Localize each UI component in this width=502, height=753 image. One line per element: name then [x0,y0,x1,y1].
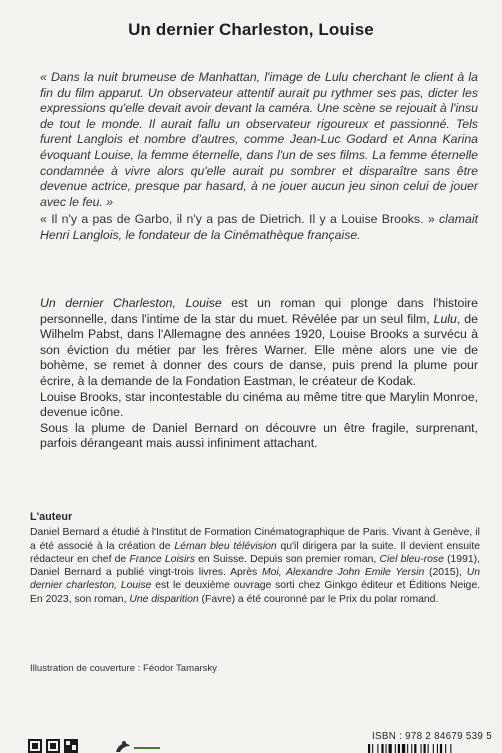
barcode-bar [389,744,392,753]
author-bio [30,526,480,606]
bio-text: qu'il dirigera par la suite. Il devient ensuite rédacteur en chef de [30,540,480,565]
barcode-bar [450,744,451,753]
barcode-bar [445,744,446,753]
barcode-bar [440,744,442,753]
attribution-text: clamait Henri Langlois, le fondateur de la Cinémathèque française. [40,212,478,242]
film-title: Lulu [433,311,457,326]
summary-text-b: , de Wilhelm Pabst, dans l'Allemagne des années 1920, Louise Brooks a survécu à son éviction du métier par les frères Warner. Elle mène alors une vie de bohème, se remet à donner des cours de danse, puis prend la plume pour écrire, à la demande de la Fondation Eastman, le créateur de Kodak. [40,311,478,388]
barcode-bar [407,744,408,753]
bio-text: (Favre) a été couronné par le Prix du polar romand. [198,593,439,605]
barcode [368,744,480,753]
summary-paragraph-3: Sous la plume de Daniel Bernard on découvre un être fragile, surprenant, parfois dérangeant mais aussi infiniment attachant. [40,420,478,451]
bio-italic: Ciel bleu-rose [379,553,444,565]
ginkgo-logo-icon [112,738,164,753]
bio-italic: Un dernier charleston, Louise [30,567,480,592]
bio-text: Daniel Bernard a étudié à l'Institut de Formation Cinématographique de Paris. Vivant à Genève, il a été associé à la création de [30,527,480,552]
barcode-bar [381,744,383,753]
summary [40,296,478,452]
qr-code-icon [28,738,86,753]
barcode-bar [414,744,416,753]
barcode-bar [424,744,426,753]
barcode-bar [411,744,412,753]
summary-text-a: est un roman qui plonge dans l'histoire personnelle, dans l'intime de la star du muet. Révélée par un seul film, [40,296,478,326]
barcode-bar [372,744,373,753]
barcode-bar [437,744,438,753]
book-title: Un dernier Charleston, Louise [128,20,374,39]
bio-text: en Suisse. Depuis son premier roman, [194,553,380,565]
bio-text: (2015), [424,567,467,579]
bio-text: est le deuxième ouvrage sorti chez Ginkgo éditeur et Éditions Neige. En 2023, son roman, [30,580,480,605]
bio-text: (1991), Daniel Bernard a publié vingt-trois livres. Après [30,553,480,579]
barcode-bar [433,744,434,753]
barcode-bar [386,744,387,753]
bio-italic: Moi, Alexandre John Emile Yersin [261,567,425,579]
excerpt-quote [40,70,478,244]
bio-italic: Léman bleu télévision [174,540,277,552]
barcode-bar [402,744,405,753]
barcode-bar [421,744,422,753]
barcode-bar [395,744,396,753]
summary-paragraph-2: Louise Brooks, star incontestable du cinéma au même titre que Marylin Monroe, devenue icône. [40,389,478,420]
langlois-quote: « Il n'y a pas de Garbo, il n'y a pas de Dietrich. Il y a Louise Brooks. » [40,212,435,227]
author-heading: L'auteur [30,511,73,523]
book-title-italic: Un dernier Charleston, Louise [40,296,222,310]
bio-italic: Une disparition [129,593,199,605]
author-section [30,511,480,606]
isbn-number: ISBN : 978 2 84679 539 5 [372,731,492,742]
barcode-bar [377,744,378,753]
barcode-bar [398,744,400,753]
quote-paragraph: « Dans la nuit brumeuse de Manhattan, l'image de Lulu cherchant le client à la fin du film apparut. Un observateur attentif aurait pu rythmer ses pas, dicter les expressions qu'elle devait avoir devant la caméra. Une scène se rejouait à l'insu de tout le monde. Il aurait fallu un observateur rigoureux et passionné. Tels furent Langlois et nombre d'autres, comme Jean-Luc Godard et Anna Karina évoquant Louise, la femme éternelle, dans l'un de ses films. La femme éternelle condamnée à vivre alors qu'elle aurait pu sombrer et disparaître sans être devenue actrice, presque par hasard, à ne jouer aucun jeu sinon celui de jouer avec le feu. » [40,70,478,209]
quote-attribution [40,212,478,243]
barcode-bar [368,744,370,753]
bio-italic: France Loisirs [129,553,195,565]
summary-paragraph-1 [40,296,478,390]
barcode-bar [428,744,429,753]
cover-credit: Illustration de couverture : Féodor Tamarsky [30,663,217,674]
